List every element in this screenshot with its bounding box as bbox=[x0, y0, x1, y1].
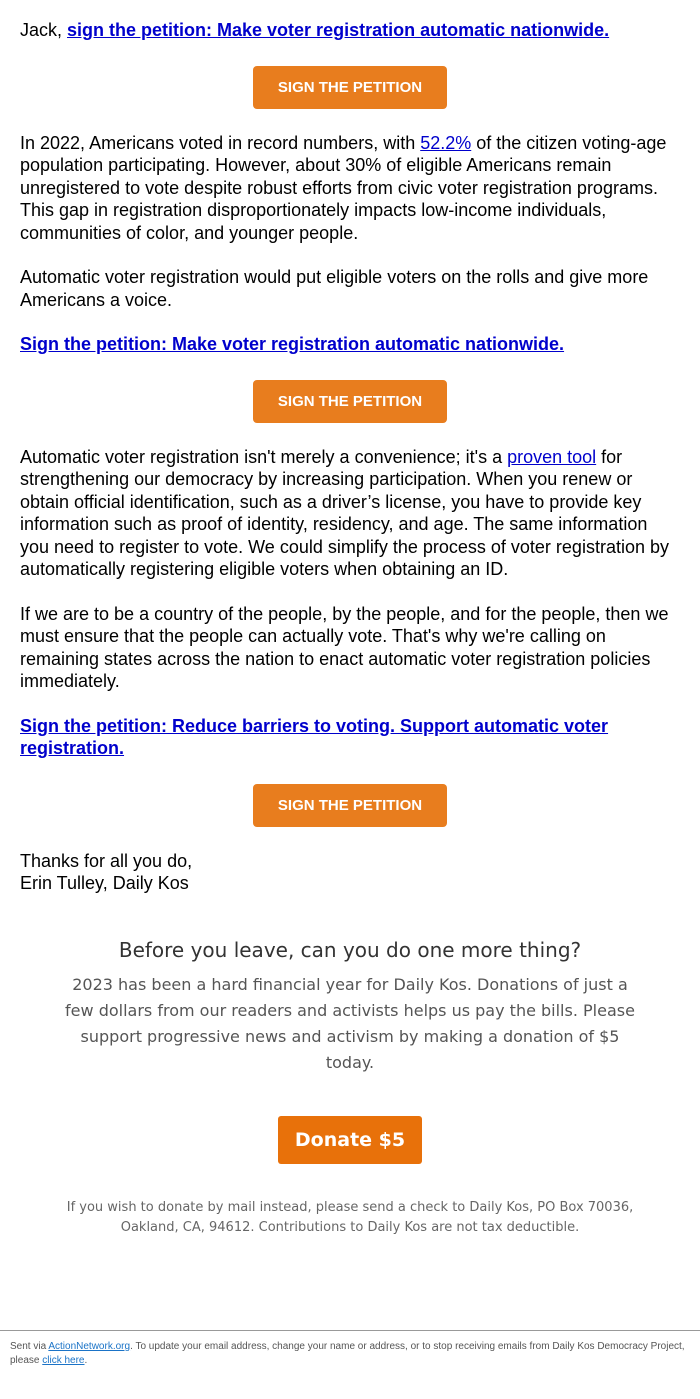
unsubscribe-click-here-link[interactable]: click here bbox=[42, 1355, 85, 1366]
appeal-body: 2023 has been a hard financial year for Daily Kos. Donations of just a few dollars from our readers and activists helps us pay the bills. Please support progressive news and activism by making a donation of $5 today. bbox=[65, 975, 635, 1072]
greeting-petition-link[interactable]: sign the petition: Make voter registration automatic nationwide. bbox=[67, 20, 610, 40]
paragraph-country-of-people: If we are to be a country of the people, by the people, and for the people, then we must ensure that the people can actually vote. That's why we're calling on remaining states across the nation to enact automatic voter registration policies immediately. bbox=[20, 603, 669, 691]
signoff-line-2: Erin Tulley, Daily Kos bbox=[20, 873, 189, 893]
donation-appeal bbox=[60, 935, 640, 1076]
petition-link-row-1 bbox=[20, 333, 680, 356]
footer-middle: . To update your email address, change your name or address, or to stop receiving emails from Daily Kos Democracy Project, please bbox=[10, 1341, 685, 1366]
sign-petition-button-2[interactable]: SIGN THE PETITION bbox=[253, 380, 447, 423]
paragraph3-text-before: Automatic voter registration isn't merely a convenience; it's a bbox=[20, 446, 508, 467]
email-body bbox=[20, 19, 680, 895]
signoff-line-1: Thanks for all you do, bbox=[20, 850, 193, 871]
petition-link-2[interactable]: Sign the petition: Reduce barriers to voting. Support automatic voter registration. bbox=[20, 715, 609, 758]
greeting bbox=[20, 19, 680, 42]
percent-link[interactable]: 52.2% bbox=[420, 132, 472, 153]
paragraph1-text-before: In 2022, Americans voted in record numbers, with bbox=[20, 132, 421, 153]
actionnetwork-link[interactable]: ActionNetwork.org bbox=[48, 1341, 131, 1352]
paragraph3-text-after: for strengthening our democracy by increasing participation. When you renew or obtain official identification, such as a driver’s license, you have to provide key information such as proof of identity, residency, and age. The same information you need to register to vote. We could simplify the process of voter registration by automatically registering eligible voters when obtaining an ID. bbox=[20, 446, 669, 579]
proven-tool-link[interactable]: proven tool bbox=[507, 446, 597, 467]
footer bbox=[10, 1340, 690, 1368]
sign-petition-button-1[interactable]: SIGN THE PETITION bbox=[253, 66, 447, 109]
button-row-3 bbox=[20, 784, 680, 827]
greeting-name: Jack, bbox=[20, 20, 63, 40]
donate-button[interactable]: Donate $5 bbox=[278, 1116, 422, 1164]
mail-donation-note: If you wish to donate by mail instead, please send a check to Daily Kos, PO Box 70036, Oakland, CA, 94612. Contributions to Daily Kos are not tax deductible. bbox=[66, 1200, 634, 1235]
footer-divider bbox=[0, 1330, 700, 1331]
paragraph-record-numbers bbox=[20, 132, 680, 245]
button-row-2 bbox=[20, 380, 680, 423]
petition-link-1[interactable]: Sign the petition: Make voter registration automatic nationwide. bbox=[20, 334, 565, 354]
button-row-1 bbox=[20, 66, 680, 109]
footer-suffix: . bbox=[84, 1355, 88, 1366]
paragraph-proven-tool bbox=[20, 446, 680, 581]
footer-prefix: Sent via bbox=[10, 1341, 49, 1352]
appeal-heading: Before you leave, can you do one more thing? bbox=[118, 938, 582, 962]
signoff bbox=[20, 850, 680, 895]
paragraph-automatic-registration: Automatic voter registration would put eligible voters on the rolls and give more Americans a voice. bbox=[20, 267, 649, 310]
petition-link-row-2 bbox=[20, 715, 680, 760]
sign-petition-button-3[interactable]: SIGN THE PETITION bbox=[253, 784, 447, 827]
paragraph1-text-after: of the citizen voting-age population participating. However, about 30% of eligible Americans remain unregistered to vote despite robust efforts from civic voter registration programs. This gap in registration disproportionately impacts low-income individuals, communities of color, and younger people. bbox=[20, 132, 667, 243]
